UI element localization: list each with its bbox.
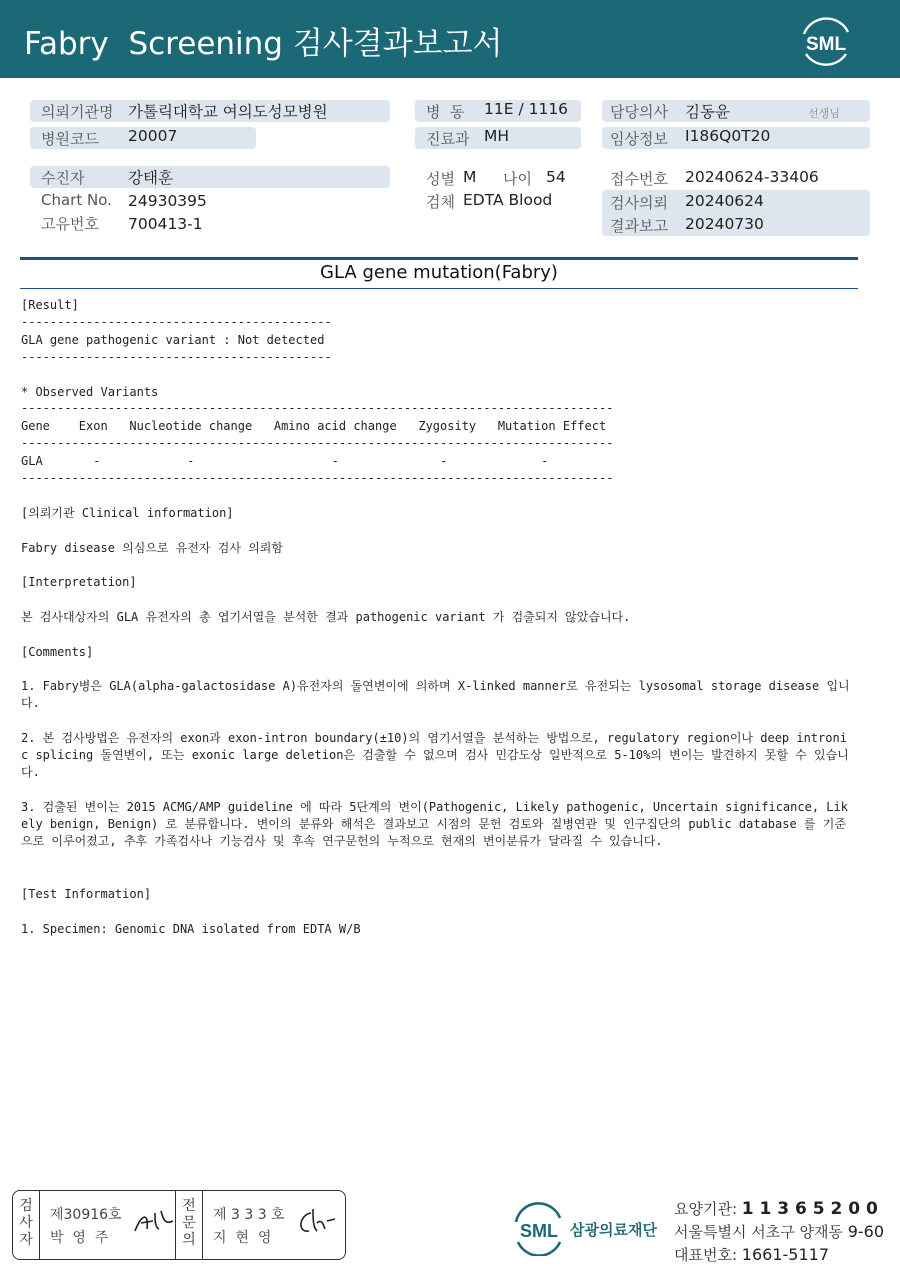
sex-value: M [463,168,477,186]
receipt-value: 20240624-33406 [685,168,819,186]
doctor-signature [295,1205,339,1239]
clinical-value: I186Q0T20 [685,127,771,145]
tester-column-label [18,1198,34,1249]
result-heading: [Result] [21,298,79,312]
id-label: 고유번호 [41,215,99,233]
phone-number: 1661-5117 [741,1245,830,1264]
address-text: 서울특별시 서초구 양재동 [674,1223,843,1241]
doctor-value: 김동윤 [685,103,730,121]
footer-address [674,1221,884,1242]
receipt-label: 접수번호 [610,170,668,188]
comment-2: 2. 본 검사방법은 유전자의 exon과 exon-intron boundary(±10)의 염기서열을 분석하는 방법으로, regulatory region이나 deep intronic splicing 돌연변이, 또는 exonic large deletion은 검출할 수 없으며 검사 민감도상 일반적으로 5-10%의 변이는 발견하지 못할 수 있습니다. [21,731,849,779]
footer-org-name: 삼광의료재단 [570,1221,657,1239]
comment-3: 3. 검출된 변이는 2015 ACMG/AMP guideline 에 따라 5단계의 변이(Pathogenic, Likely pathogenic, Uncertain significance, Likely benign, Benign) 로 분류합니다. 변이의 분류와 해석은 결과보고 시점의 문헌 검토와 질병연관 및 인구집단의 public database 를 기준으로 이루어졌고, 추후 가족검사나 기능검사 및 후속 연구문헌의 누적으로 현재의 변이분류가 달라질 수 있습니다. [21,800,848,848]
table-dash-2: ---------------------------------------------------------------------------------- [21,436,614,450]
dept-label: 진료과 [426,130,470,148]
age-value: 54 [546,168,566,186]
hospital-label: 의뢰기관명 [41,103,114,121]
result-dash-bottom: ------------------------------------------- [21,350,332,364]
tester-name: 박 영 주 [50,1230,109,1246]
code-label: 병원코드 [41,130,99,148]
ward-label: 병 동 [426,103,465,121]
ward-value: 11E / 1116 [484,100,569,118]
report-date-value: 20240730 [685,215,764,233]
doctor-label-char: 전 [182,1198,196,1214]
doctor-column-label [181,1198,197,1249]
phone-label: 대표번호: [674,1246,738,1264]
signature-box [12,1190,346,1260]
doctor-suffix: 선생님 [808,107,840,120]
clinical-label: 임상정보 [610,130,668,148]
doctor-label-char: 의 [182,1232,196,1248]
signature-divider [39,1191,40,1259]
sml-logo-text: SML [805,34,847,55]
institution-label: 요양기관: [674,1200,738,1218]
sex-label: 성별 [426,170,455,188]
sml-logo [796,14,856,66]
request-label: 검사의뢰 [610,194,668,212]
title-bottom-rule [20,288,858,289]
doctor-label: 담당의사 [610,103,668,121]
footer-institution [674,1198,878,1219]
chart-value: 24930395 [128,192,207,210]
title-top-rule [20,257,858,260]
report-header [0,0,900,78]
clinical-text: Fabry disease 의심으로 유전자 검사 의뢰함 [21,541,283,555]
code-value: 20007 [128,127,178,145]
id-value: 700413-1 [128,215,203,233]
report-test-title: GLA gene mutation(Fabry) [320,262,558,283]
request-value: 20240624 [685,192,764,210]
report-date-label: 결과보고 [610,217,668,235]
interpretation-heading: [Interpretation] [21,575,137,589]
doctor-name: 지 현 영 [213,1230,272,1246]
interpretation-text: 본 검사대상자의 GLA 유전자의 총 엽기서열을 분석한 결과 pathogenic variant 가 검출되지 않았습니다. [21,610,631,624]
footer-phone [674,1244,829,1265]
observed-heading: * Observed Variants [21,385,159,399]
age-label: 나이 [503,170,532,188]
tester-label-char: 자 [19,1232,33,1248]
footer-sml-logo [510,1200,568,1256]
specimen-label: 검체 [426,193,455,211]
result-line: GLA gene pathogenic variant : Not detected [21,333,325,347]
table-dash-3: ---------------------------------------------------------------------------------- [21,471,614,485]
signature-divider [202,1191,203,1259]
footer-logo-text: SML [520,1221,558,1241]
result-dash-top: ------------------------------------------- [21,315,332,329]
tester-license-no: 제30916호 [50,1207,122,1223]
specimen-value: EDTA Blood [463,191,553,209]
test-info-heading: [Test Information] [21,887,152,901]
test-info-text: 1. Specimen: Genomic DNA isolated from EDTA W/B [21,922,361,936]
address-number: 9-60 [847,1222,885,1241]
tester-label-char: 사 [19,1215,33,1231]
name-value: 강태훈 [128,169,173,187]
hospital-value: 가톨릭대학교 여의도성모병원 [128,103,328,121]
comment-1: 1. Fabry병은 GLA(alpha-galactosidase A)유전자의 돌연변이에 의하며 X-linked manner로 유전되는 lysosomal storage disease 입니다. [21,679,850,710]
doctor-label-char: 문 [182,1215,196,1231]
table-dash-1: ---------------------------------------------------------------------------------- [21,401,614,415]
chart-label: Chart No. [41,191,112,209]
table-row: GLA - - - - - [21,454,549,468]
doctor-license-no: 제 3 3 3 호 [213,1207,285,1223]
comments-heading: [Comments] [21,645,94,659]
tester-label-char: 검 [19,1198,33,1214]
institution-number: 1 1 3 6 5 2 0 0 [741,1199,878,1219]
report-main-title: Fabry Screening 검사결과보고서 [24,26,503,62]
signature-divider [175,1191,176,1259]
tester-signature [131,1207,177,1237]
name-label: 수진자 [41,169,85,187]
table-header: Gene Exon Nucleotide change Amino acid change Zygosity Mutation Effect [21,419,607,433]
dept-value: MH [484,127,510,145]
clinical-heading: [의뢰기관 Clinical information] [21,506,234,520]
